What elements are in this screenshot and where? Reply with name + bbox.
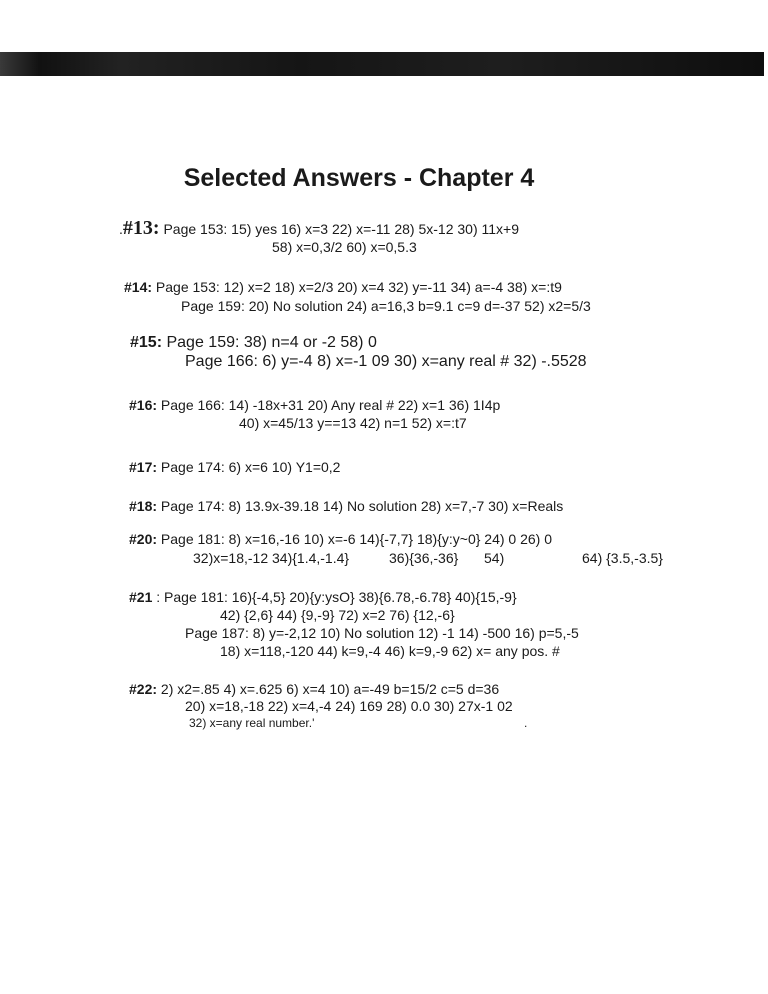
section-13-line-2: 58) x=0,3/2 60) x=0,5.3 — [272, 239, 417, 255]
section-14-label: #14: — [124, 279, 153, 295]
section-22-line-2: 20) x=18,-18 22) x=4,-4 24) 169 28) 0.0 30) 27x-1 02 — [185, 698, 513, 714]
section-16-line-1 — [129, 397, 500, 413]
section-20-line-2a: 32)x=18,-12 34){1.4,-1.4} — [193, 550, 350, 566]
section-21-line-1 — [129, 589, 517, 605]
section-22-label: #22: — [129, 681, 158, 697]
section-20-label: #20: — [129, 531, 158, 547]
section-16-line-2: 40) x=45/13 y==13 42) n=1 52) x=:t7 — [239, 415, 467, 431]
section-14-line-1 — [124, 279, 562, 295]
section-14-line-2: Page 159: 20) No solution 24) a=16,3 b=9.1 c=9 d=-37 52) x2=5/3 — [181, 298, 591, 314]
section-20-line-1 — [129, 531, 552, 547]
section-21-line-2: 42) {2,6} 44) {9,-9} 72) x=2 76) {12,-6} — [220, 607, 455, 623]
page-title: Selected Answers - Chapter 4 — [183, 164, 535, 192]
section-21-label: #21 — [129, 589, 153, 605]
section-22-line-1 — [129, 681, 499, 697]
section-16-label: #16: — [129, 397, 158, 413]
section-15-line-1 — [130, 334, 377, 352]
section-13-line-1 — [119, 217, 519, 240]
section-14-text-1: Page 153: 12) x=2 18) x=2/3 20) x=4 32) y=-11 34) a=-4 38) x=:t9 — [155, 279, 562, 295]
section-17-line-1 — [129, 459, 340, 475]
section-21-text-1: : Page 181: 16){-4,5} 20){y:ysO} 38){6.78,-6.78} 40){15,-9} — [156, 589, 517, 605]
section-18-line-1 — [129, 498, 563, 514]
section-20-line-2d: 64) {3.5,-3.5} — [582, 550, 663, 566]
section-18-text-1: Page 174: 8) 13.9x-39.18 14) No solution 28) x=7,-7 30) x=Reals — [160, 498, 564, 514]
section-20-line-2c: 54) — [484, 550, 505, 566]
section-13-label: #13: — [122, 217, 160, 239]
section-17-label: #17: — [129, 459, 158, 475]
section-21-line-3: Page 187: 8) y=-2,12 10) No solution 12) -1 14) -500 16) p=5,-5 — [185, 625, 579, 641]
section-20-line-2b: 36){36,-36} — [389, 550, 459, 566]
section-13-text-1: Page 153: 15) yes 16) x=3 22) x=-11 28) 5x-12 30) 11x+9 — [163, 221, 519, 237]
scan-top-bar — [0, 52, 764, 76]
section-18-label: #18: — [129, 498, 158, 514]
section-21-line-4: 18) x=118,-120 44) k=9,-4 46) k=9,-9 62) x= any pos. # — [220, 643, 560, 659]
section-22-stray-mark: . — [524, 716, 528, 730]
section-15-label: #15: — [130, 334, 163, 351]
section-22-text-1: 2) x2=.85 4) x=.625 6) x=4 10) a=-49 b=15/2 c=5 d=36 — [160, 681, 500, 697]
section-15-line-2: Page 166: 6) y=-4 8) x=-1 09 30) x=any real # 32) -.5528 — [185, 353, 587, 370]
section-17-text-1: Page 174: 6) x=6 10) Y1=0,2 — [160, 459, 341, 475]
section-20-text-1: Page 181: 8) x=16,-16 10) x=-6 14){-7,7} 18){y:y~0} 24) 0 26) 0 — [160, 531, 553, 547]
section-16-text-1: Page 166: 14) -18x+31 20) Any real # 22) x=1 36) 1I4p — [160, 397, 501, 413]
section-22-line-3: 32) x=any real number.' — [189, 716, 315, 730]
section-13-dot: . — [119, 221, 123, 237]
section-15-text-1: Page 159: 38) n=4 or -2 58) 0 — [166, 334, 377, 351]
